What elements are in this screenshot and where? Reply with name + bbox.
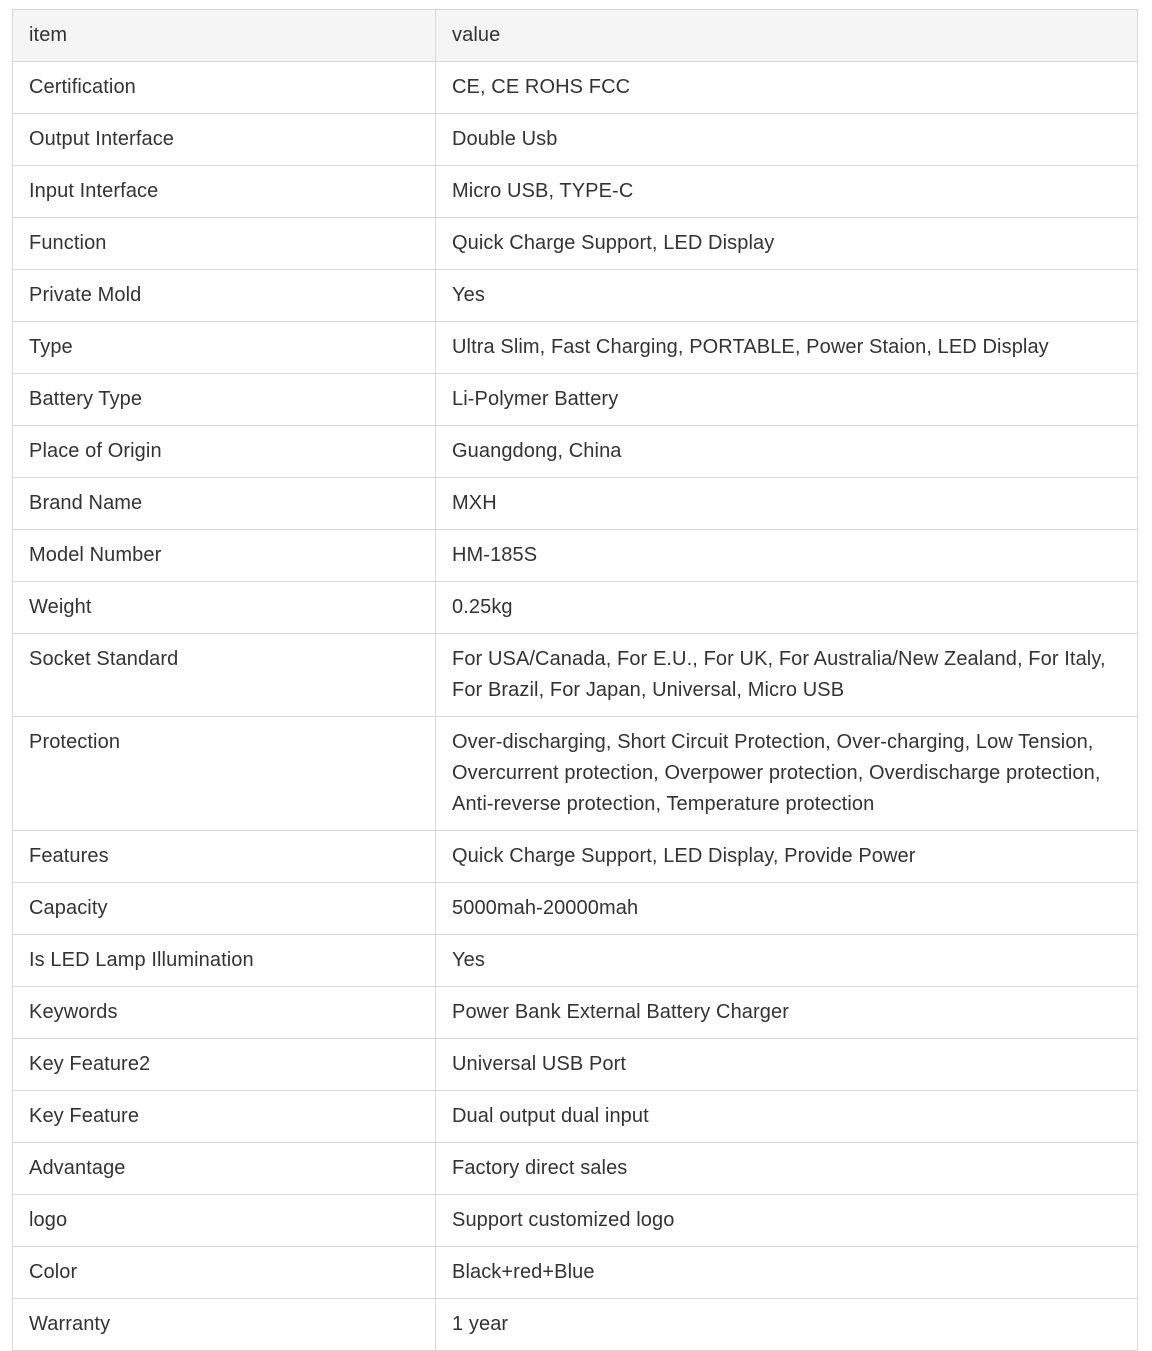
- header-item: item: [13, 10, 436, 62]
- table-row: [13, 987, 1138, 1039]
- header-value: value: [436, 10, 1138, 62]
- row-item-value: Power Bank External Battery Charger: [436, 987, 1138, 1039]
- row-item-label: Brand Name: [13, 478, 436, 530]
- row-item-value: 1 year: [436, 1299, 1138, 1351]
- row-item-value: Ultra Slim, Fast Charging, PORTABLE, Power Staion, LED Display: [436, 322, 1138, 374]
- table-row: [13, 114, 1138, 166]
- row-item-label: Socket Standard: [13, 634, 436, 717]
- row-item-label: Advantage: [13, 1143, 436, 1195]
- row-item-value: Black+red+Blue: [436, 1247, 1138, 1299]
- row-item-label: Features: [13, 831, 436, 883]
- table-row: [13, 218, 1138, 270]
- row-item-label: Key Feature: [13, 1091, 436, 1143]
- row-item-label: Battery Type: [13, 374, 436, 426]
- row-item-label: Place of Origin: [13, 426, 436, 478]
- row-item-value: Universal USB Port: [436, 1039, 1138, 1091]
- row-item-value: For USA/Canada, For E.U., For UK, For Australia/New Zealand, For Italy, For Brazil, For Japan, Universal, Micro USB: [436, 634, 1138, 717]
- row-item-label: Capacity: [13, 883, 436, 935]
- row-item-value: 5000mah-20000mah: [436, 883, 1138, 935]
- row-item-value: MXH: [436, 478, 1138, 530]
- row-item-label: Protection: [13, 717, 436, 831]
- row-item-value: Support customized logo: [436, 1195, 1138, 1247]
- row-item-label: Model Number: [13, 530, 436, 582]
- table-row: [13, 478, 1138, 530]
- table-row: [13, 270, 1138, 322]
- row-item-label: Is LED Lamp Illumination: [13, 935, 436, 987]
- table-header-row: [13, 10, 1138, 62]
- table-row: [13, 166, 1138, 218]
- table-row: [13, 1039, 1138, 1091]
- table-row: [13, 1143, 1138, 1195]
- row-item-label: Keywords: [13, 987, 436, 1039]
- row-item-value: Guangdong, China: [436, 426, 1138, 478]
- row-item-label: Private Mold: [13, 270, 436, 322]
- row-item-label: logo: [13, 1195, 436, 1247]
- row-item-value: Yes: [436, 270, 1138, 322]
- table-row: [13, 717, 1138, 831]
- row-item-label: Key Feature2: [13, 1039, 436, 1091]
- row-item-label: Input Interface: [13, 166, 436, 218]
- row-item-label: Color: [13, 1247, 436, 1299]
- table-row: [13, 634, 1138, 717]
- row-item-value: Factory direct sales: [436, 1143, 1138, 1195]
- table-row: [13, 831, 1138, 883]
- table-row: [13, 883, 1138, 935]
- row-item-label: Warranty: [13, 1299, 436, 1351]
- row-item-value: Quick Charge Support, LED Display, Provide Power: [436, 831, 1138, 883]
- row-item-value: Yes: [436, 935, 1138, 987]
- row-item-value: Dual output dual input: [436, 1091, 1138, 1143]
- spec-table: [12, 9, 1138, 1351]
- row-item-label: Certification: [13, 62, 436, 114]
- row-item-value: CE, CE ROHS FCC: [436, 62, 1138, 114]
- table-row: [13, 1299, 1138, 1351]
- table-row: [13, 322, 1138, 374]
- row-item-label: Output Interface: [13, 114, 436, 166]
- table-row: [13, 935, 1138, 987]
- table-row: [13, 374, 1138, 426]
- row-item-value: Micro USB, TYPE-C: [436, 166, 1138, 218]
- row-item-value: Double Usb: [436, 114, 1138, 166]
- table-row: [13, 1247, 1138, 1299]
- row-item-label: Type: [13, 322, 436, 374]
- row-item-label: Weight: [13, 582, 436, 634]
- table-row: [13, 582, 1138, 634]
- row-item-value: 0.25kg: [436, 582, 1138, 634]
- row-item-value: Over-discharging, Short Circuit Protection, Over-charging, Low Tension, Overcurrent protection, Overpower protection, Overdischarge protection, Anti-reverse protection, Temperature protection: [436, 717, 1138, 831]
- row-item-value: Quick Charge Support, LED Display: [436, 218, 1138, 270]
- row-item-label: Function: [13, 218, 436, 270]
- table-row: [13, 62, 1138, 114]
- row-item-value: Li-Polymer Battery: [436, 374, 1138, 426]
- table-row: [13, 530, 1138, 582]
- table-row: [13, 1195, 1138, 1247]
- table-row: [13, 1091, 1138, 1143]
- row-item-value: HM-185S: [436, 530, 1138, 582]
- table-row: [13, 426, 1138, 478]
